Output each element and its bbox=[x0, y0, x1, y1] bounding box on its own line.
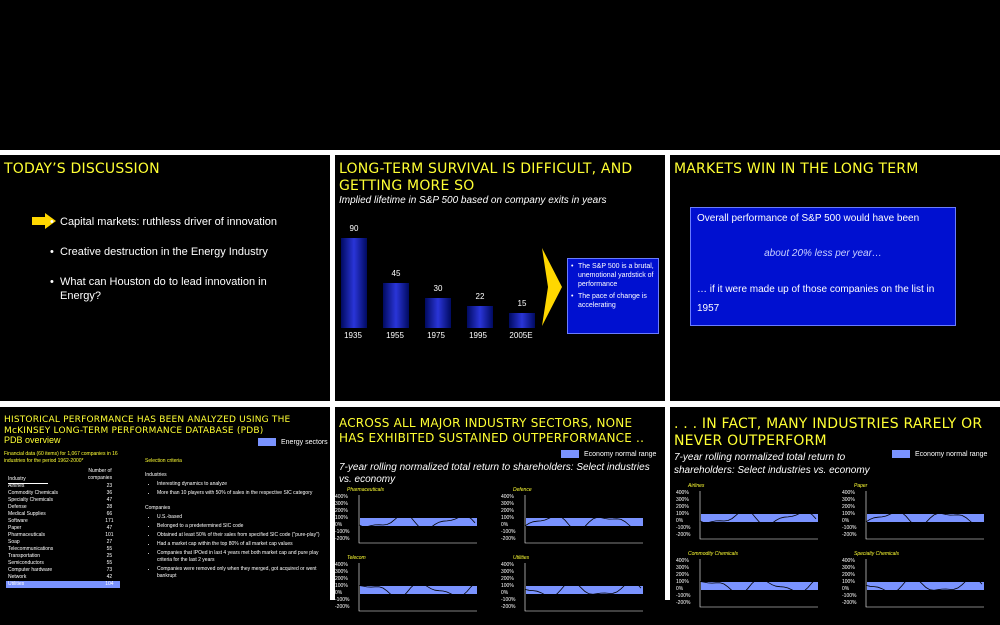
panel-title: Defence bbox=[513, 487, 532, 493]
y-tick-label: 200% bbox=[335, 576, 348, 582]
mini-chart-panel bbox=[676, 551, 826, 621]
legend-economy-range: Economy normal range bbox=[892, 450, 987, 458]
table-row bbox=[6, 504, 120, 511]
count-cell: 55 bbox=[106, 560, 113, 566]
legend-swatch bbox=[258, 438, 276, 446]
count-cell: 171 bbox=[105, 518, 114, 524]
table-row bbox=[6, 532, 120, 539]
y-tick-label: -200% bbox=[842, 532, 857, 538]
bar bbox=[425, 298, 451, 328]
y-tick-label: 200% bbox=[842, 504, 855, 510]
economy-range-band bbox=[360, 586, 477, 594]
table-row bbox=[6, 574, 120, 581]
panel-title: Specialty Chemicals bbox=[854, 551, 900, 557]
industry-cell: Soap bbox=[8, 539, 20, 545]
y-tick-label: 400% bbox=[676, 490, 689, 496]
slide-historical-performance[interactable] bbox=[0, 407, 330, 600]
criteria-title: Selection criteria bbox=[145, 458, 182, 464]
table-row bbox=[6, 539, 120, 546]
y-tick-label: 0% bbox=[676, 518, 684, 524]
count-cell: 101 bbox=[105, 532, 114, 538]
y-tick-label: 300% bbox=[335, 501, 348, 507]
line-chart bbox=[700, 559, 818, 609]
mini-chart-panel bbox=[676, 483, 826, 553]
y-tick-label: -100% bbox=[676, 593, 691, 599]
line-chart bbox=[525, 495, 643, 545]
mini-chart-panel bbox=[501, 487, 651, 557]
industry-cell: Transportation bbox=[8, 553, 41, 559]
y-tick-label: 0% bbox=[842, 518, 850, 524]
panel-title: Utilities bbox=[513, 555, 530, 561]
slide-title: MARKETS WIN IN THE LONG TERM bbox=[674, 161, 919, 177]
panel-title: Airlines bbox=[688, 483, 705, 489]
criteria-item: • Belonged to a predetermined SIC code bbox=[157, 523, 325, 530]
y-tick-label: 200% bbox=[676, 504, 689, 510]
count-cell: 73 bbox=[106, 567, 113, 573]
slide-rarely-outperform[interactable] bbox=[670, 407, 1000, 606]
box-line: Overall performance of S&P 500 would have been bbox=[697, 213, 920, 224]
table-row bbox=[6, 581, 120, 588]
industry-cell: Defense bbox=[8, 504, 27, 510]
y-tick-label: 300% bbox=[676, 565, 689, 571]
y-tick-label: 100% bbox=[335, 515, 348, 521]
count-cell: 55 bbox=[106, 546, 113, 552]
y-tick-label: -200% bbox=[676, 532, 691, 538]
y-tick-label: 300% bbox=[335, 569, 348, 575]
panel-title: Pharmaceuticals bbox=[347, 487, 384, 493]
column-header-number: Number of companies bbox=[87, 468, 113, 481]
line-chart bbox=[866, 559, 984, 609]
panel-title: Paper bbox=[854, 483, 868, 489]
y-tick-label: 400% bbox=[501, 562, 514, 568]
industry-cell: Medical Supplies bbox=[8, 511, 46, 517]
industry-table bbox=[6, 483, 120, 588]
y-tick-label: -100% bbox=[335, 529, 350, 535]
table-row bbox=[6, 567, 120, 574]
industry-cell: Paper bbox=[8, 525, 22, 531]
y-tick-label: 100% bbox=[842, 579, 855, 585]
legend-energy-sectors: Energy sectors bbox=[258, 438, 328, 446]
criteria-item: • U.S.-based bbox=[157, 514, 325, 521]
industry-cell: Telecommunications bbox=[8, 546, 54, 552]
mini-chart-panel bbox=[335, 555, 485, 625]
slide-long-term-survival[interactable] bbox=[335, 155, 665, 401]
panel-title: Commodity Chemicals bbox=[688, 551, 739, 557]
y-tick-label: 200% bbox=[501, 576, 514, 582]
y-tick-label: -100% bbox=[501, 597, 516, 603]
y-tick-label: 0% bbox=[842, 586, 850, 592]
y-tick-label: 300% bbox=[842, 497, 855, 503]
table-row bbox=[6, 483, 120, 490]
y-tick-label: 400% bbox=[335, 562, 348, 568]
line-chart bbox=[700, 491, 818, 541]
economy-range-band bbox=[701, 582, 818, 590]
y-tick-label: 100% bbox=[501, 515, 514, 521]
criteria-item: • Companies that IPOed in last 4 years met both market cap and pure play criteria for the last 2 years bbox=[157, 550, 325, 564]
callout-item: • The pace of change is accelerating bbox=[571, 293, 647, 309]
y-tick-label: 200% bbox=[335, 508, 348, 514]
callout-box bbox=[567, 258, 659, 334]
table-row bbox=[6, 525, 120, 532]
count-cell: 25 bbox=[106, 553, 113, 559]
y-tick-label: 400% bbox=[842, 558, 855, 564]
criteria-list bbox=[145, 472, 325, 582]
y-tick-label: 400% bbox=[676, 558, 689, 564]
bullet-item: • Creative destruction in the Energy Industry bbox=[50, 246, 268, 258]
industry-cell: Software bbox=[8, 518, 28, 524]
legend-swatch bbox=[892, 450, 910, 458]
y-tick-label: -200% bbox=[335, 536, 350, 542]
slide-subtitle: 7-year rolling normalized total return to shareholders: Select industries vs. economy bbox=[674, 452, 870, 476]
box-line: … if it were made up of those companies on the list in 1957 bbox=[697, 284, 935, 314]
industry-cell: Utilities bbox=[8, 581, 25, 587]
y-tick-label: -100% bbox=[335, 597, 350, 603]
x-tick-label: 1955 bbox=[386, 331, 404, 340]
y-tick-label: -200% bbox=[842, 600, 857, 606]
table-row bbox=[6, 497, 120, 504]
mini-chart-panel bbox=[335, 487, 485, 557]
industry-cell: Network bbox=[8, 574, 27, 580]
economy-range-band bbox=[526, 586, 643, 594]
y-tick-label: 100% bbox=[335, 583, 348, 589]
bullet-item: • What can Houston do to lead innovation in Energy? bbox=[50, 276, 267, 302]
bar-value-label: 22 bbox=[475, 292, 485, 301]
y-tick-label: 300% bbox=[501, 569, 514, 575]
table-row bbox=[6, 518, 120, 525]
y-tick-label: -100% bbox=[842, 593, 857, 599]
bar bbox=[509, 313, 535, 328]
count-cell: 47 bbox=[106, 497, 113, 503]
count-cell: 47 bbox=[106, 525, 113, 531]
count-cell: 104 bbox=[105, 581, 114, 587]
bar-value-label: 15 bbox=[517, 299, 527, 308]
economy-range-band bbox=[867, 582, 984, 590]
y-tick-label: -100% bbox=[842, 525, 857, 531]
legend-swatch bbox=[561, 450, 579, 458]
slide-todays-discussion[interactable] bbox=[0, 155, 330, 401]
bar-value-label: 90 bbox=[349, 224, 359, 233]
line-chart bbox=[359, 495, 477, 545]
bar bbox=[467, 306, 493, 328]
y-tick-label: 200% bbox=[676, 572, 689, 578]
y-tick-label: 400% bbox=[501, 494, 514, 500]
bar bbox=[383, 283, 409, 328]
slide-title: ACROSS ALL MAJOR INDUSTRY SECTORS, NONE HAS EXHIBITED SUSTAINED OUTPERFORMANCE .. bbox=[339, 416, 645, 445]
bullet-list bbox=[50, 215, 310, 319]
mini-chart-panel bbox=[842, 551, 992, 621]
highlight-box bbox=[690, 207, 956, 326]
y-tick-label: 0% bbox=[335, 522, 343, 528]
slide-title: LONG-TERM SURVIVAL IS DIFFICULT, AND GETTING MORE SO bbox=[339, 161, 633, 194]
criteria-section-label: Companies bbox=[145, 505, 171, 511]
count-cell: 36 bbox=[106, 490, 113, 496]
bar-chart bbox=[335, 225, 545, 345]
y-tick-label: 100% bbox=[676, 511, 689, 517]
criteria-item: • Interesting dynamics to analyze bbox=[157, 481, 325, 488]
bar bbox=[341, 238, 367, 328]
table-row bbox=[6, 560, 120, 567]
bullet-item: • Capital markets: ruthless driver of innovation bbox=[50, 216, 278, 228]
industries-criteria bbox=[145, 481, 325, 497]
slide-markets-win[interactable] bbox=[670, 155, 1000, 401]
line-chart bbox=[359, 563, 477, 613]
slide-subtitle: Implied lifetime in S&P 500 based on company exits in years bbox=[339, 195, 607, 206]
count-cell: 27 bbox=[106, 539, 113, 545]
criteria-item: • Obtained at least 50% of their sales from specified SIC code ("pure-play") bbox=[157, 532, 325, 539]
y-tick-label: -100% bbox=[676, 525, 691, 531]
y-tick-label: 200% bbox=[501, 508, 514, 514]
industry-cell: Airlines bbox=[8, 483, 25, 489]
industry-cell: Computer hardware bbox=[8, 567, 53, 573]
y-tick-label: 0% bbox=[676, 586, 684, 592]
column-header-industry: Industry bbox=[8, 476, 48, 484]
slide-title: HISTORICAL PERFORMANCE HAS BEEN ANALYZED USING THE McKINSEY LONG-TERM PERFORMANCE DATABASE (PDB) bbox=[4, 415, 291, 436]
count-cell: 42 bbox=[106, 574, 113, 580]
line-chart bbox=[525, 563, 643, 613]
y-tick-label: 0% bbox=[501, 590, 509, 596]
chevron-right-icon bbox=[542, 248, 562, 326]
slide-industry-sectors[interactable] bbox=[335, 407, 665, 610]
count-cell: 66 bbox=[106, 511, 113, 517]
x-tick-label: 1995 bbox=[469, 331, 487, 340]
slide-title: . . . IN FACT, MANY INDUSTRIES RARELY OR NEVER OUTPERFORM bbox=[674, 416, 983, 449]
table-row bbox=[6, 511, 120, 518]
y-tick-label: 400% bbox=[842, 490, 855, 496]
y-tick-label: 300% bbox=[842, 565, 855, 571]
database-summary: Financial data (60 items) for 1,067 companies in 16 industries for the period 1962-2000* bbox=[4, 451, 118, 464]
y-tick-label: -100% bbox=[501, 529, 516, 535]
bar-value-label: 45 bbox=[391, 269, 401, 278]
panel-title: Telecom bbox=[347, 555, 366, 561]
y-tick-label: 200% bbox=[842, 572, 855, 578]
industry-cell: Pharmaceuticals bbox=[8, 532, 45, 538]
y-tick-label: 100% bbox=[842, 511, 855, 517]
x-tick-label: 1975 bbox=[427, 331, 445, 340]
mini-chart-panel bbox=[842, 483, 992, 553]
x-axis-labels bbox=[335, 331, 545, 343]
y-tick-label: 0% bbox=[335, 590, 343, 596]
x-tick-label: 2005E bbox=[509, 331, 533, 340]
slide-title: TODAY’S DISCUSSION bbox=[4, 161, 160, 177]
industry-cell: Commodity Chemicals bbox=[8, 490, 59, 496]
y-tick-label: 0% bbox=[501, 522, 509, 528]
count-cell: 23 bbox=[106, 483, 113, 489]
table-row bbox=[6, 546, 120, 553]
slide-subtitle: PDB overview bbox=[4, 435, 61, 445]
y-tick-label: 400% bbox=[335, 494, 348, 500]
table-row bbox=[6, 553, 120, 560]
y-tick-label: -200% bbox=[676, 600, 691, 606]
box-emphasis: about 20% less per year… bbox=[764, 248, 882, 259]
y-tick-label: 100% bbox=[676, 579, 689, 585]
y-tick-label: -200% bbox=[501, 604, 516, 610]
criteria-item: • More than 10 players with 50% of sales in the respective SIC category bbox=[157, 490, 325, 497]
criteria-item: • Companies were removed only when they merged, got acquired or went bankrupt bbox=[157, 566, 325, 580]
count-cell: 28 bbox=[106, 504, 113, 510]
callout-item: • The S&P 500 is a brutal, unemotional yardstick of performance bbox=[571, 263, 654, 288]
legend-economy-range: Economy normal range bbox=[561, 450, 656, 458]
industry-cell: Semiconductors bbox=[8, 560, 44, 566]
line-chart bbox=[866, 491, 984, 541]
x-tick-label: 1935 bbox=[344, 331, 362, 340]
mini-chart-panel bbox=[501, 555, 651, 625]
y-tick-label: 100% bbox=[501, 583, 514, 589]
y-tick-label: -200% bbox=[501, 536, 516, 542]
criteria-section-label: Industries bbox=[145, 472, 167, 478]
y-tick-label: 300% bbox=[501, 501, 514, 507]
bar-value-label: 30 bbox=[433, 284, 443, 293]
slide-subtitle: 7-year rolling normalized total return to shareholders: Select industries vs. economy bbox=[339, 462, 650, 485]
y-tick-label: -200% bbox=[335, 604, 350, 610]
criteria-item: • Had a market cap within the top 80% of all market cap values bbox=[157, 541, 325, 548]
table-row bbox=[6, 490, 120, 497]
companies-criteria bbox=[145, 514, 325, 580]
industry-cell: Specialty Chemicals bbox=[8, 497, 54, 503]
y-tick-label: 300% bbox=[676, 497, 689, 503]
